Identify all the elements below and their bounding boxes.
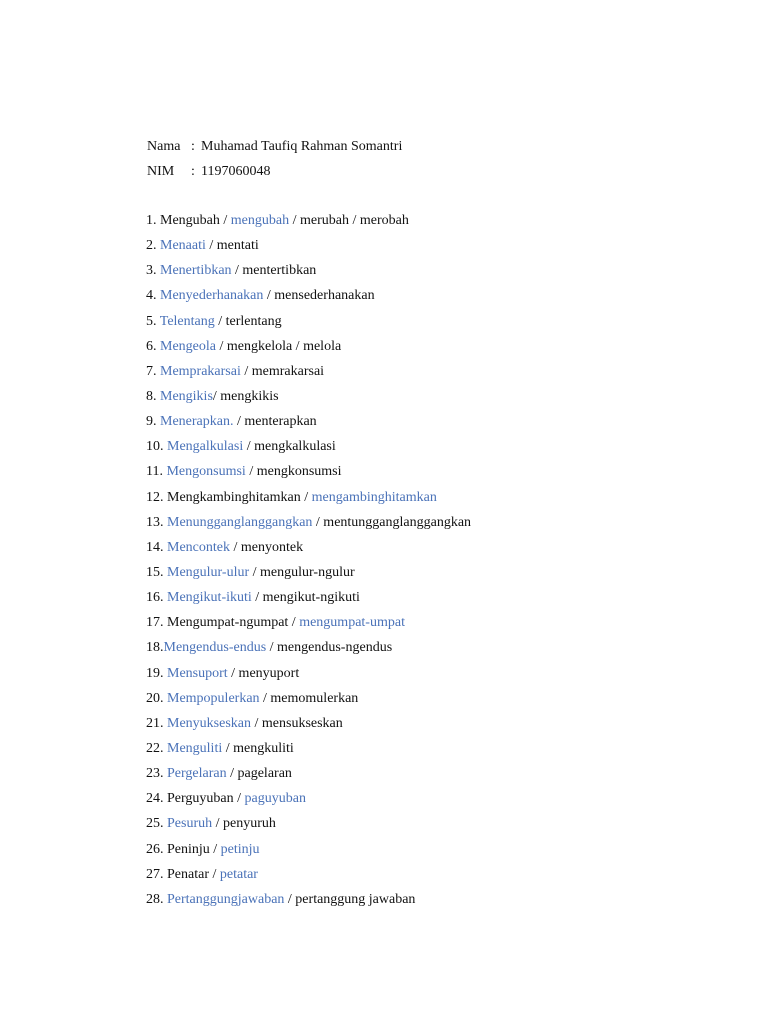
highlighted-word: Mengikut-ikuti [167, 590, 252, 606]
list-item [146, 286, 471, 311]
item-number: 19. [146, 665, 167, 681]
highlighted-word: Mempopulerkan [167, 690, 260, 706]
item-text: / mengkalkulasi [243, 439, 336, 455]
item-text: / mengkuliti [222, 740, 294, 756]
list-item [146, 362, 471, 387]
word-list [146, 211, 471, 915]
nama-label: Nama [147, 139, 181, 154]
list-item [146, 865, 471, 890]
highlighted-word: Mensuport [167, 665, 228, 681]
list-item [146, 840, 471, 865]
student-info [147, 137, 402, 187]
item-number: 25. [146, 816, 167, 832]
highlighted-word: Telentang [159, 313, 215, 329]
nama-row [147, 137, 402, 162]
item-number: 20. [146, 690, 167, 706]
list-item [146, 890, 471, 915]
highlighted-word: Menyukseskan [167, 715, 251, 731]
highlighted-word: Pergelaran [167, 766, 227, 782]
item-text: / mengkikis [212, 388, 279, 404]
item-number: 18. [146, 640, 164, 656]
item-number: 2. [146, 238, 160, 254]
highlighted-word: Mengalkulasi [167, 439, 244, 455]
item-number: 12. [146, 489, 167, 505]
item-number: 8. [146, 388, 160, 404]
item-number: 7. [146, 363, 160, 379]
highlighted-word: Mengikis [160, 388, 213, 404]
item-number: 17. [146, 615, 167, 631]
item-number: 26. [146, 841, 167, 857]
item-number: 15. [146, 564, 167, 580]
highlighted-word: Menertibkan [160, 263, 232, 279]
item-number: 9. [146, 414, 160, 430]
item-number: 13. [146, 514, 167, 530]
item-text: / memomulerkan [259, 690, 359, 706]
highlighted-word: Mengulur-ulur [167, 564, 250, 580]
item-number: 16. [146, 590, 167, 606]
list-item [146, 488, 471, 513]
item-text: / mensederhanakan [263, 288, 375, 304]
item-text: / merubah / merobah [289, 213, 409, 228]
list-item [146, 689, 471, 714]
item-number: 11. [146, 464, 167, 480]
item-text: / mentati [205, 238, 259, 254]
highlighted-word: Menguliti [167, 740, 223, 756]
item-text: / menyontek [229, 539, 304, 555]
highlighted-word: paguyuban [244, 791, 306, 807]
item-number: 23. [146, 766, 167, 782]
item-number: 4. [146, 288, 160, 304]
item-text: / mentertibkan [231, 263, 317, 279]
item-text: / mengendus-ngendus [266, 640, 393, 656]
nim-label: NIM [147, 164, 175, 179]
highlighted-word: Menyederhanakan [160, 288, 264, 304]
list-item [146, 739, 471, 764]
item-number: 22. [146, 740, 167, 756]
item-text: / memrakarsai [240, 363, 325, 379]
item-number: 28. [146, 891, 167, 907]
list-item [146, 412, 471, 437]
highlighted-word: Mengendus-endus [163, 640, 267, 656]
item-text: Mengkambinghitamkan / [167, 489, 312, 505]
list-item [146, 462, 471, 487]
highlighted-word: petatar [219, 866, 258, 882]
item-text: Mengubah / [160, 213, 231, 228]
nim-separator: : [191, 164, 195, 179]
item-text: / terlentang [214, 313, 282, 329]
list-item [146, 613, 471, 638]
item-text: / menyuport [227, 665, 300, 681]
highlighted-word: mengumpat-umpat [299, 615, 405, 631]
nama-separator: : [191, 139, 195, 154]
item-number: 6. [146, 338, 160, 354]
item-text: / pertanggung jawaban [284, 891, 416, 907]
list-item [146, 764, 471, 789]
highlighted-word: mengubah [230, 213, 290, 228]
list-item [146, 789, 471, 814]
item-number: 27. [146, 866, 167, 882]
list-item [146, 563, 471, 588]
item-number: 10. [146, 439, 167, 455]
item-text: / pagelaran [226, 766, 292, 782]
item-text: / mensukseskan [251, 715, 343, 731]
nim-value: 1197060048 [201, 164, 271, 179]
list-item [146, 437, 471, 462]
list-item [146, 387, 471, 412]
item-number: 3. [146, 263, 160, 279]
item-text: Perguyuban / [167, 791, 245, 807]
item-text: Peninju / [167, 841, 221, 857]
list-item [146, 588, 471, 613]
highlighted-word: Pertanggungjawaban [167, 891, 285, 907]
item-text: / mengulur-ngulur [249, 564, 355, 580]
nama-value: Muhamad Taufiq Rahman Somantri [201, 139, 403, 154]
list-item [146, 814, 471, 839]
item-text: / penyuruh [212, 816, 276, 832]
list-item [146, 638, 471, 663]
highlighted-word: Pesuruh [167, 816, 213, 832]
nim-row [147, 162, 402, 187]
item-text: / mengkelola / melola [215, 338, 342, 354]
list-item [146, 337, 471, 362]
highlighted-word: Memprakarsai [160, 363, 241, 379]
item-number: 5. [146, 313, 160, 329]
list-item [146, 236, 471, 261]
list-item [146, 664, 471, 689]
item-number: 14. [146, 539, 167, 555]
highlighted-word: Mengeola [160, 338, 216, 354]
highlighted-word: petinju [220, 841, 260, 857]
highlighted-word: Menaati [160, 238, 206, 254]
item-number: 1. [146, 213, 160, 228]
list-item [146, 211, 471, 236]
item-text: / menterapkan [233, 414, 317, 430]
list-item [146, 538, 471, 563]
item-text: Penatar / [167, 866, 220, 882]
highlighted-word: Menungganglanggangkan [167, 514, 313, 530]
list-item [146, 714, 471, 739]
highlighted-word: Mencontek [167, 539, 230, 555]
item-text: / mengkonsumsi [245, 464, 342, 480]
highlighted-word: Menerapkan. [160, 414, 234, 430]
item-text: / mentungganglanggangkan [312, 514, 472, 530]
list-item [146, 513, 471, 538]
list-item [146, 261, 471, 286]
item-number: 21. [146, 715, 167, 731]
item-text: / mengikut-ngikuti [251, 590, 360, 606]
highlighted-word: mengambinghitamkan [311, 489, 437, 505]
highlighted-word: Mengonsumsi [166, 464, 246, 480]
item-text: Mengumpat-ngumpat / [167, 615, 300, 631]
item-number: 24. [146, 791, 167, 807]
list-item [146, 312, 471, 337]
